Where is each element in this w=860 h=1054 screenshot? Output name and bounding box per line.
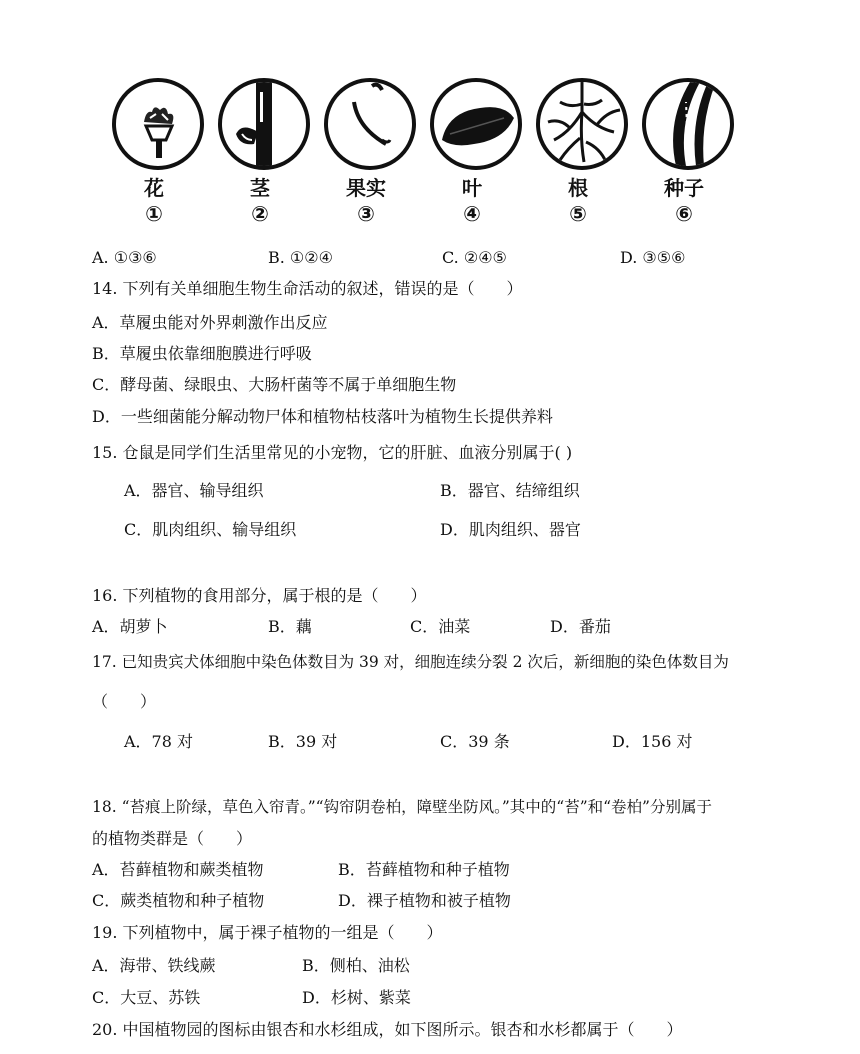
q18-option-d[interactable]: D．裸子植物和被子植物 — [338, 891, 511, 910]
figure-num-4: ④ — [463, 202, 481, 226]
q16-option-d[interactable]: D．番茄 — [550, 617, 611, 636]
q13-option-b[interactable]: B. ①②④ — [268, 248, 333, 267]
figure-label-1: 花 — [144, 176, 164, 200]
q17-option-b[interactable]: B．39 对 — [268, 732, 338, 751]
q15-stem: 15. 仓鼠是同学们生活里常见的小宠物，它的肝脏、血液分别属于( ) — [92, 443, 573, 462]
q16-option-a[interactable]: A．胡萝卜 — [92, 617, 168, 636]
figure-label-4: 叶 — [462, 176, 482, 200]
q18-option-b[interactable]: B．苔藓植物和种子植物 — [338, 860, 510, 879]
q19-options-row1 — [0, 953, 860, 977]
q16-options — [0, 614, 860, 638]
figure-num-6: ⑥ — [675, 202, 693, 226]
plant-organs-figure — [100, 68, 740, 238]
q14-option-a[interactable]: A．草履虫能对外界刺激作出反应 — [92, 313, 328, 332]
figure-label-5: 根 — [568, 176, 588, 200]
figure-label-3: 果实 — [346, 176, 386, 200]
q13-option-c[interactable]: C. ②④⑤ — [442, 248, 507, 267]
q15-option-a[interactable]: A．器官、输导组织 — [124, 481, 264, 500]
q19-option-a[interactable]: A．海带、铁线蕨 — [92, 956, 216, 975]
q18-stem-cont: 的植物类群是（ ） — [92, 829, 253, 848]
q18-options-row1 — [0, 857, 860, 881]
q18-stem: 18. “苔痕上阶绿，草色入帘青。”“钩帘阴卷柏，障壁坐防风。”其中的“苔”和“卷柏”分别属于 — [92, 798, 712, 816]
q13-options — [0, 248, 860, 272]
q17-options — [0, 729, 860, 753]
q16-stem: 16. 下列植物的食用部分，属于根的是（ ） — [92, 586, 427, 605]
flower-icon — [112, 78, 204, 170]
q15-option-d[interactable]: D．肌肉组织、器官 — [440, 520, 581, 539]
q14-stem: 14. 下列有关单细胞生物生命活动的叙述，错误的是（ ） — [92, 279, 523, 298]
q14-option-b[interactable]: B．草履虫依靠细胞膜进行呼吸 — [92, 344, 312, 363]
q19-option-d[interactable]: D．杉树、紫菜 — [302, 988, 411, 1007]
figure-label-6: 种子 — [664, 176, 704, 200]
q15-options-row1 — [0, 478, 860, 502]
q18-option-c[interactable]: C．蕨类植物和种子植物 — [92, 891, 265, 910]
q14-option-c[interactable]: C．酵母菌、绿眼虫、大肠杆菌等不属于单细胞生物 — [92, 375, 457, 394]
root-icon — [536, 78, 628, 170]
q18-options-row2 — [0, 888, 860, 912]
q14-option-d[interactable]: D．一些细菌能分解动物尸体和植物枯枝落叶为植物生长提供养料 — [92, 407, 553, 426]
figure-num-1: ① — [145, 202, 163, 226]
q13-option-a[interactable]: A. ①③⑥ — [92, 248, 157, 267]
figure-num-5: ⑤ — [569, 202, 587, 226]
fruit-icon — [324, 78, 416, 170]
figure-label-2: 茎 — [250, 176, 270, 200]
leaf-icon — [430, 78, 522, 170]
q15-options-row2 — [0, 517, 860, 541]
q13-option-d[interactable]: D. ③⑤⑥ — [620, 248, 686, 267]
seed-icon — [642, 78, 734, 170]
stem-icon — [218, 78, 310, 170]
q17-option-d[interactable]: D．156 对 — [612, 732, 693, 751]
q19-options-row2 — [0, 985, 860, 1009]
q19-option-b[interactable]: B．侧柏、油松 — [302, 956, 410, 975]
q15-option-b[interactable]: B．器官、结缔组织 — [440, 481, 580, 500]
q17-option-c[interactable]: C．39 条 — [440, 732, 510, 751]
q19-stem: 19. 下列植物中，属于裸子植物的一组是（ ） — [92, 923, 443, 942]
q15-option-c[interactable]: C．肌肉组织、输导组织 — [124, 520, 297, 539]
figure-num-2: ② — [251, 202, 269, 226]
q16-option-b[interactable]: B．藕 — [268, 617, 312, 636]
q17-stem: 17. 已知贵宾犬体细胞中染色体数目为 39 对，细胞连续分裂 2 次后，新细胞的染色体数目为 — [92, 653, 729, 671]
q17-option-a[interactable]: A．78 对 — [124, 732, 194, 751]
q19-option-c[interactable]: C．大豆、苏铁 — [92, 988, 201, 1007]
q17-stem-cont: （ ） — [92, 692, 157, 711]
q18-option-a[interactable]: A．苔藓植物和蕨类植物 — [92, 860, 264, 879]
figure-num-3: ③ — [357, 202, 375, 226]
q16-option-c[interactable]: C．油菜 — [410, 617, 471, 636]
q20-stem: 20. 中国植物园的图标由银杏和水杉组成，如下图所示。银杏和水杉都属于（ ） — [92, 1020, 683, 1039]
